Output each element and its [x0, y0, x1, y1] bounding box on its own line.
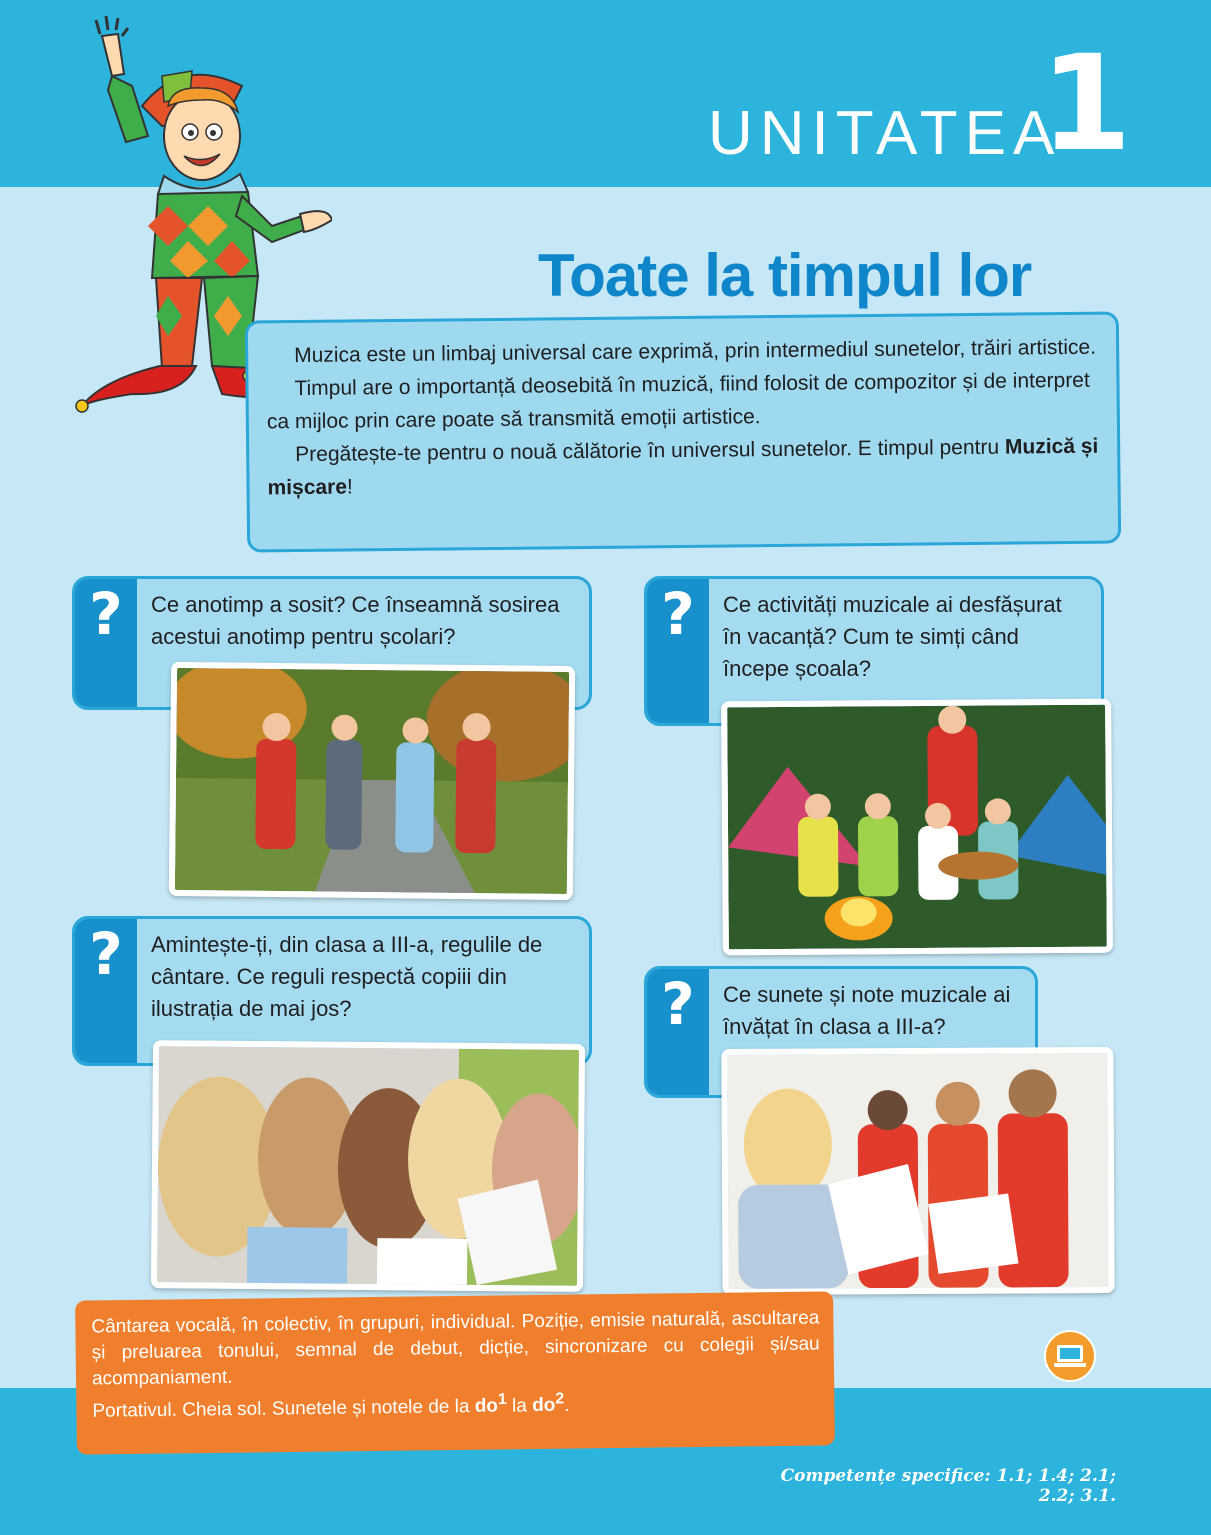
- question-mark-icon: ?: [661, 970, 695, 1038]
- intro-paragraph-3-end: !: [346, 475, 353, 499]
- page-title: Toate la timpul lor: [538, 242, 1032, 310]
- question-text-4: Ce sunete și note muzicale ai învățat în clasa a III-a?: [723, 982, 1011, 1039]
- intro-paragraph-3-text: Pregătește-te pentru o nouă călătorie în universul sunetelor. E timpul pentru: [295, 435, 1006, 467]
- photo-kids-walking: [169, 662, 575, 900]
- note-do-1: [474, 1391, 507, 1418]
- photo-children-singing: [151, 1040, 585, 1292]
- unit-label: UNITATEA: [708, 99, 1062, 168]
- intro-paragraph-2: Timpul are o importanță deosebită în muzică, fiind folosit de compozitor și de interpret ca mijloc prin care poate să transmită emoții artistice.: [266, 368, 1090, 434]
- intro-paragraph-3: [267, 430, 1108, 505]
- photo-teacher-students: [721, 1047, 1114, 1295]
- objectives-connector: la: [506, 1395, 533, 1417]
- question-text-1: Ce anotimp a sosit? Ce înseamnă sosirea acestui anotimp pentru școlari?: [151, 592, 560, 649]
- note-do-2: [532, 1390, 565, 1417]
- photo-campfire: [721, 699, 1113, 956]
- computer-icon[interactable]: [1044, 1330, 1096, 1382]
- question-mark-icon: ?: [89, 580, 123, 648]
- objectives-box: [75, 1291, 835, 1454]
- unit-number: 1: [1040, 27, 1132, 181]
- objectives-end: .: [564, 1394, 570, 1416]
- question-text-2: Ce activități muzicale ai desfășurat în vacanță? Cum te simți când începe școala?: [723, 592, 1062, 681]
- note-to-octave: 2: [555, 1390, 565, 1408]
- question-mark-icon: ?: [661, 580, 695, 648]
- intro-box: [245, 311, 1121, 552]
- question-mark-icon: ?: [89, 920, 123, 988]
- intro-emphasis: Muzică și mișcare: [267, 434, 1099, 500]
- note-from-octave: 1: [497, 1391, 507, 1409]
- note-to-label: do: [532, 1395, 556, 1417]
- competente-specifice: Competențe specifice: 1.1; 1.4; 2.1; 2.2; 3.1.: [780, 1466, 1116, 1506]
- note-from-label: do: [474, 1395, 499, 1418]
- question-text-3: Amintește-ți, din clasa a III-a, regulile de cântare. Ce reguli respectă copiii din ilustrația de mai jos?: [151, 932, 543, 1021]
- objectives-notes-text: Portativul. Cheia sol. Sunetele și notele de la: [92, 1396, 475, 1422]
- objectives-text: Cântarea vocală, în colectiv, în grupuri, individual. Poziție, emisie naturală, ascultarea și preluarea tonului, semnal de debut, dicție, sincronizare cu colegii și/sau acompaniament.: [91, 1307, 820, 1390]
- intro-paragraph-1: Muzica este un limbaj universal care exprimă, prin intermediul sunetelor, trăiri artistice.: [294, 335, 1097, 368]
